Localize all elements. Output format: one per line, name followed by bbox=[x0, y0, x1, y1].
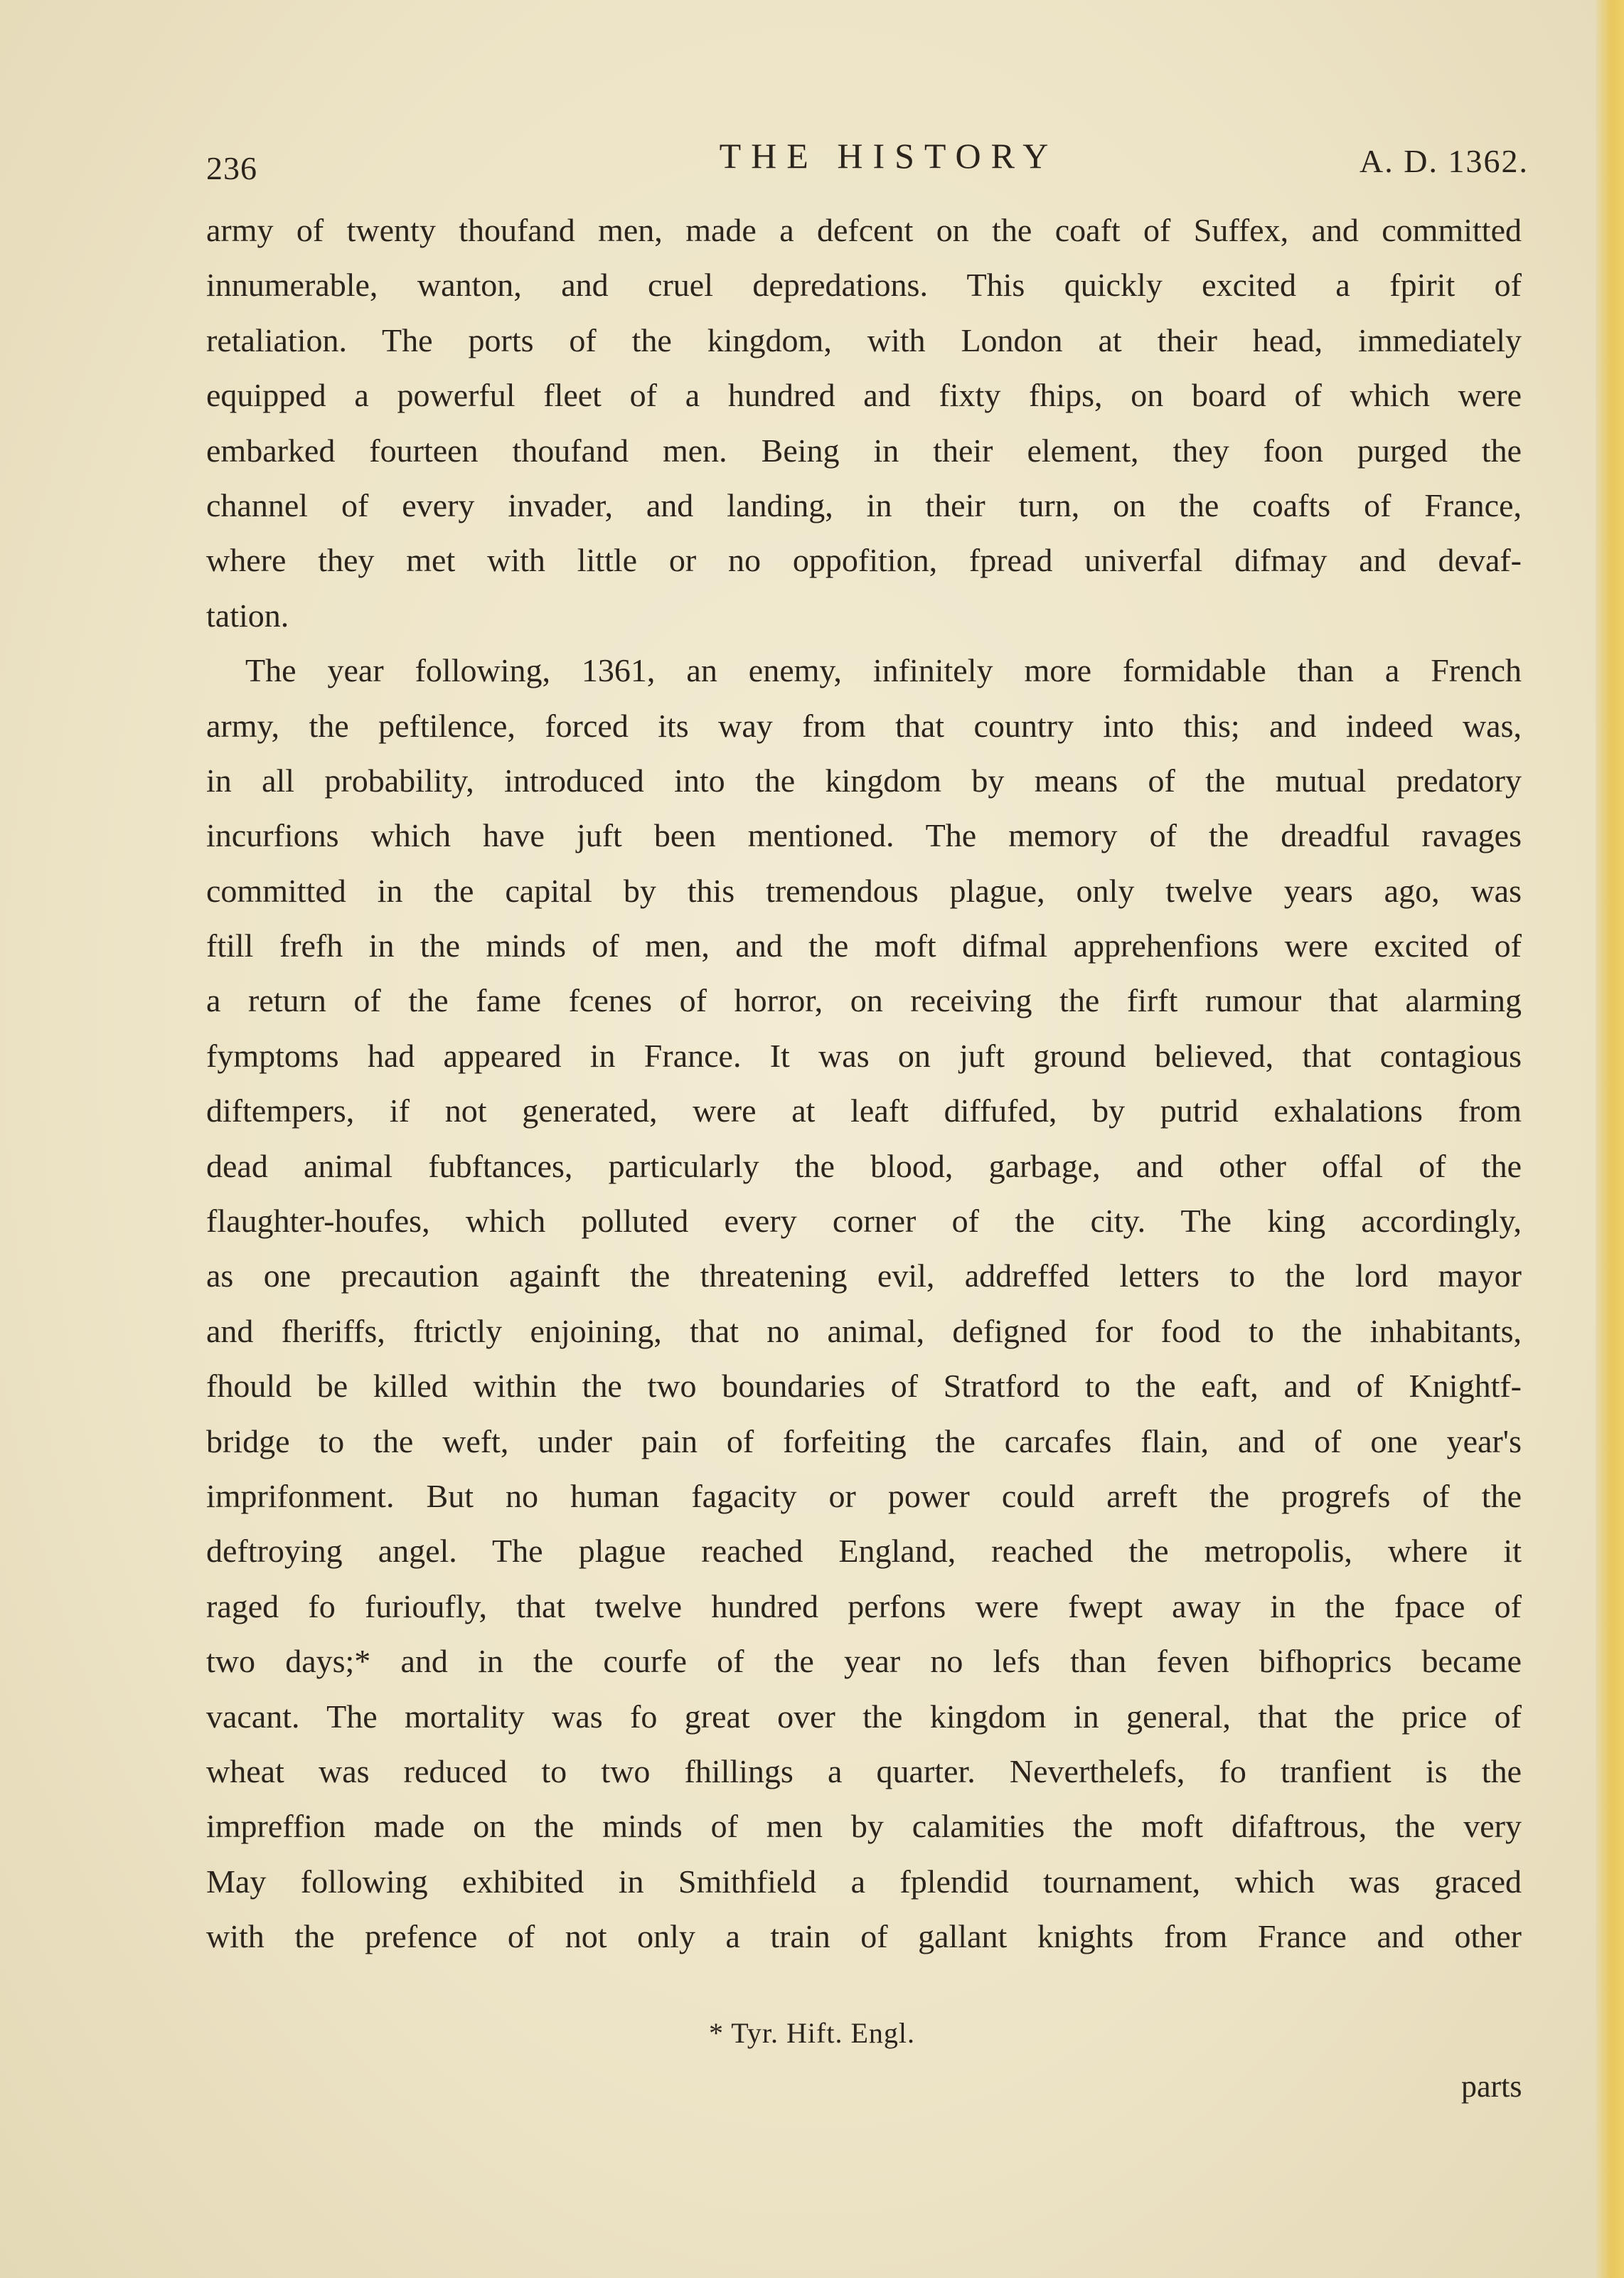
text-line: ftill frefh in the minds of men, and the moft difmal apprehenfions were excited of bbox=[206, 927, 1522, 964]
page-number: 236 bbox=[206, 150, 257, 186]
text-line: dead animal fubftances, particularly the blood, garbage, and other offal of the bbox=[206, 1147, 1522, 1184]
text-line: diftempers, if not generated, were at leaft diffufed, by putrid exhalations from bbox=[206, 1092, 1522, 1129]
text-line: The year following, 1361, an enemy, infinitely more formidable than a French bbox=[245, 652, 1522, 689]
catchword: parts bbox=[1461, 2069, 1522, 2104]
text-line: in all probability, introduced into the kingdom by means of the mutual predatory bbox=[206, 762, 1522, 799]
body-text bbox=[206, 203, 1522, 1964]
text-line: deftroying angel. The plague reached England, reached the metropolis, where it bbox=[206, 1533, 1522, 1570]
text-line: embarked fourteen thoufand men. Being in their element, they foon purged the bbox=[206, 432, 1522, 469]
running-title: THE HISTORY bbox=[719, 136, 1059, 176]
text-line: fhould be killed within the two boundaries of Stratford to the eaft, and of Knightf- bbox=[206, 1368, 1522, 1405]
text-line: channel of every invader, and landing, in their turn, on the coafts of France, bbox=[206, 486, 1522, 523]
text-line: vacant. The mortality was fo great over the kingdom in general, that the price of bbox=[206, 1698, 1522, 1735]
text-line: equipped a powerful fleet of a hundred and fixty fhips, on board of which were bbox=[206, 377, 1522, 414]
text-line: army of twenty thoufand men, made a defcent on the coaft of Suffex, and committed bbox=[206, 212, 1522, 248]
page-edge bbox=[1596, 0, 1624, 2278]
text-line: bridge to the weft, under pain of forfeiting the carcafes flain, and of one year's bbox=[206, 1422, 1522, 1459]
text-line: raged fo furioufly, that twelve hundred perfons were fwept away in the fpace of bbox=[206, 1587, 1522, 1624]
text-line: innumerable, wanton, and cruel depredations. This quickly excited a fpirit of bbox=[206, 267, 1522, 304]
text-line: as one precaution againft the threatening evil, addreffed letters to the lord mayor bbox=[206, 1257, 1522, 1294]
text-line: army, the peftilence, forced its way from that country into this; and indeed was, bbox=[206, 707, 1522, 744]
text-line: fymptoms had appeared in France. It was on juft ground believed, that contagious bbox=[206, 1037, 1522, 1074]
text-line: two days;* and in the courfe of the year no lefs than feven bifhoprics became bbox=[206, 1643, 1522, 1680]
text-line: wheat was reduced to two fhillings a quarter. Neverthelefs, fo tranfient is the bbox=[206, 1752, 1522, 1789]
text-line: retaliation. The ports of the kingdom, with London at their head, immediately bbox=[206, 321, 1522, 358]
running-date: A. D. 1362. bbox=[1359, 143, 1529, 179]
text-line: and fheriffs, ftrictly enjoining, that no animal, defigned for food to the inhabitants, bbox=[206, 1312, 1522, 1349]
text-line: tation. bbox=[206, 597, 289, 634]
text-line: with the prefence of not only a train of gallant knights from France and other bbox=[206, 1918, 1522, 1955]
text-line: May following exhibited in Smithfield a fplendid tournament, which was graced bbox=[206, 1863, 1522, 1900]
text-line: committed in the capital by this tremendous plague, only twelve years ago, was bbox=[206, 872, 1522, 909]
text-line: flaughter-houfes, which polluted every corner of the city. The king accordingly, bbox=[206, 1203, 1522, 1240]
text-line: a return of the fame fcenes of horror, on receiving the firft rumour that alarming bbox=[206, 982, 1522, 1019]
footnote: * Tyr. Hift. Engl. bbox=[708, 2017, 915, 2049]
running-header bbox=[206, 135, 1529, 199]
text-line: incurfions which have juft been mentioned. The memory of the dreadful ravages bbox=[206, 817, 1522, 854]
text-line: imprifonment. But no human fagacity or power could arreft the progrefs of the bbox=[206, 1477, 1522, 1514]
text-line: where they met with little or no oppofition, fpread univerfal difmay and devaf- bbox=[206, 542, 1522, 579]
text-line: impreffion made on the minds of men by calamities the moft difaftrous, the very bbox=[206, 1808, 1522, 1845]
